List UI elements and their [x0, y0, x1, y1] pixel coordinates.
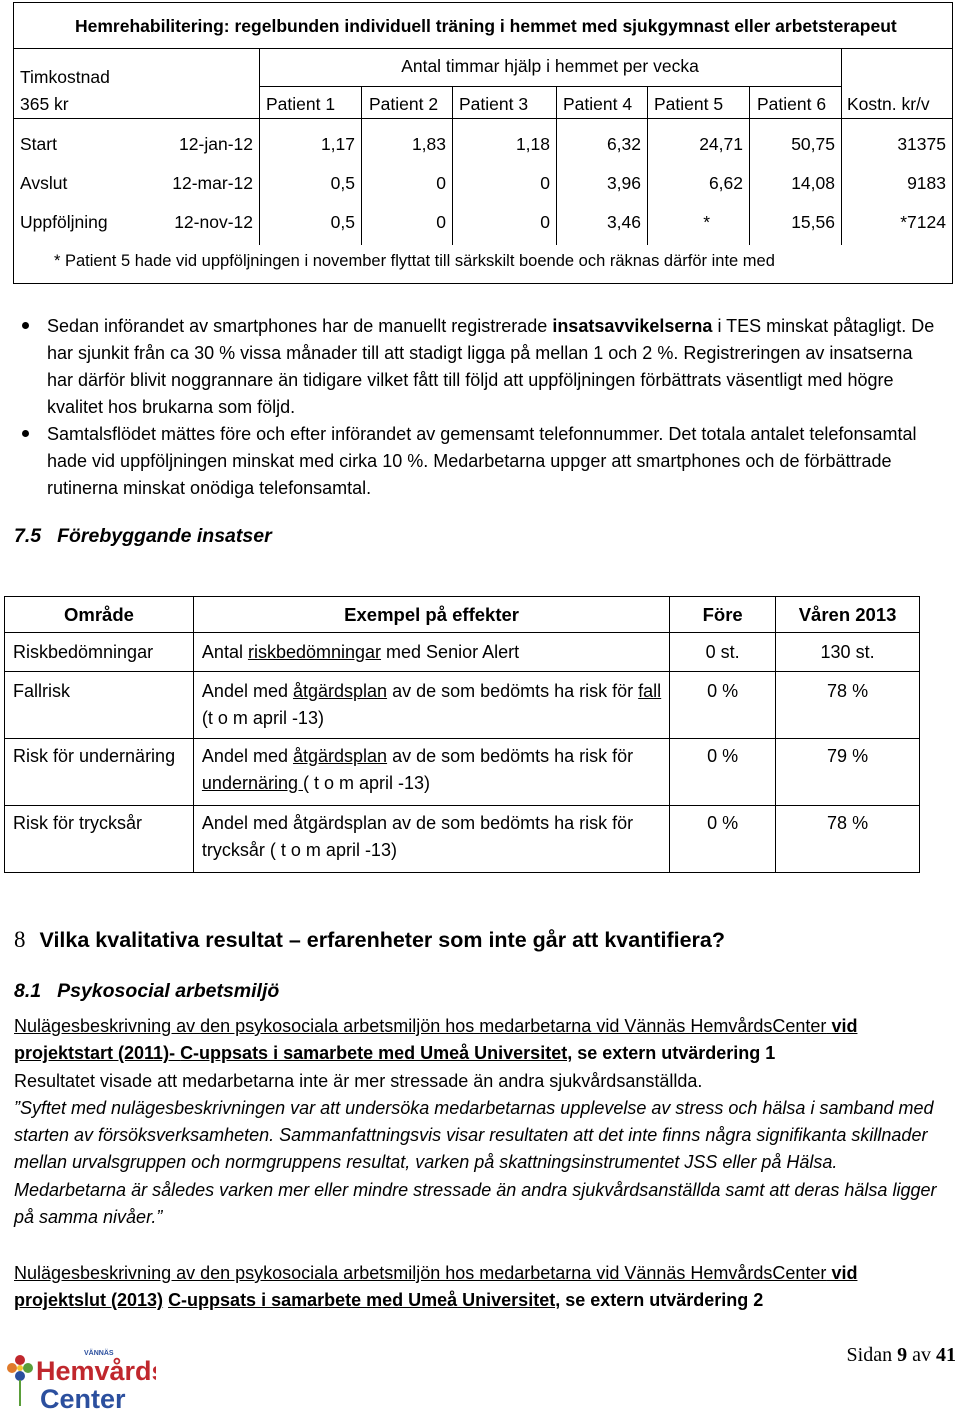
row-date: 12-jan-12: [179, 134, 253, 154]
table-cell: 0: [540, 173, 550, 193]
table-rule: [13, 48, 953, 49]
row-date: 12-nov-12: [174, 212, 253, 232]
row-area: Risk för trycksår: [5, 806, 194, 873]
paragraph-project-end: Nulägesbeskrivning av den psykosociala arbetsmiljön hos medarbetarna vid Vännäs HemvårdsCenter vid projektslut (2013) C-uppsats i samarbete med Umeå Universitet, se extern utvärdering 2: [14, 1263, 858, 1311]
table-cell: *7124: [900, 212, 946, 232]
table-cell: 6,32: [606, 134, 641, 154]
row-before: 0 st.: [670, 633, 776, 672]
table-cell: 1,17: [320, 134, 355, 154]
row-example: Andel med åtgärdsplan av de som bedömts ha risk för trycksår ( t o m april -13): [193, 806, 669, 873]
home-rehab-table-title: Hemrehabilitering: regelbunden individuell träning i hemmet med sjukgymnast eller arbetsterapeut: [75, 16, 897, 36]
table-cell: 1,83: [411, 134, 446, 154]
table-cell: 3,96: [606, 173, 641, 193]
row-before: 0 %: [670, 672, 776, 739]
page-number: Sidan 9 av 41: [846, 1344, 956, 1366]
bullet-icon: [22, 322, 29, 329]
row-label: Start: [20, 134, 57, 154]
table-cell: 0: [436, 212, 446, 232]
col-header: Före: [670, 597, 776, 633]
timkostnad-value: 365 kr: [20, 94, 69, 114]
section-heading-8: 8 Vilka kvalitativa resultat – erfarenheter som inte går att kvantifiera?: [14, 927, 726, 952]
col-header: Exempel på effekter: [193, 597, 669, 633]
table-cell: 1,18: [515, 134, 550, 154]
section-heading-7-5: 7.5 Förebyggande insatser: [14, 525, 272, 547]
col-header: Patient 2: [369, 94, 439, 114]
table-footnote: * Patient 5 hade vid uppföljningen i november flyttat till särkskilt boende och räknas därför inte med: [54, 252, 775, 270]
bullet-paragraph-1: Sedan införandet av smartphones har de manuellt registrerade insatsavvikelserna i TES minskat påtagligt. De har sjunkit från ca 30 % vissa månader till att stadigt ligga på mellan 1 och 2 %. Registreringen av insatserna har därför blivit noggrannare än tidigare vilket fått till följd att uppföljningen förbättrats väsentligt med högre kvalitet hos brukarna som följd.: [47, 316, 935, 417]
table-cell: 0: [540, 212, 550, 232]
row-area: Fallrisk: [5, 672, 194, 739]
table-cell: 0,5: [330, 173, 355, 193]
table-cell: 15,56: [791, 212, 835, 232]
col-header: Patient 6: [757, 94, 827, 114]
table-cell: 31375: [897, 134, 946, 154]
col-header: Patient 5: [654, 94, 724, 114]
table-cell: 0,5: [330, 212, 355, 232]
table-rule: [259, 48, 260, 245]
flower-icon: [7, 1355, 33, 1406]
logo-graphic: [6, 1346, 156, 1412]
bullet-icon: [22, 430, 29, 437]
hemvardscenter-logo: [6, 1346, 156, 1412]
preventive-table: [4, 596, 920, 873]
row-example: Andel med åtgärdsplan av de som bedömts ha risk för undernäring ( t o m april -13): [193, 739, 669, 806]
logo-small-text: VÄNNÄS: [84, 1350, 114, 1357]
timkostnad-label: Timkostnad: [20, 67, 110, 87]
col-header: Kostn. kr/v: [847, 94, 930, 114]
table-rule: [13, 118, 953, 119]
logo-line-1: Hemvårds: [36, 1356, 156, 1386]
col-header: Patient 4: [563, 94, 633, 114]
row-after: 130 st.: [776, 633, 920, 672]
logo-line-2: Center: [40, 1384, 126, 1412]
row-area: Riskbedömningar: [5, 633, 194, 672]
row-after: 78 %: [776, 806, 920, 873]
row-label: Uppföljning: [20, 212, 108, 232]
table-rule: [841, 48, 842, 118]
row-example: Andel med åtgärdsplan av de som bedömts ha risk för fall (t o m april -13): [193, 672, 669, 739]
group-header: Antal timmar hjälp i hemmet per vecka: [401, 56, 699, 76]
table-cell: 9183: [907, 173, 946, 193]
row-after: 79 %: [776, 739, 920, 806]
table-rule: [259, 86, 841, 87]
paragraph-project-start: Nulägesbeskrivning av den psykosociala arbetsmiljön hos medarbetarna vid Vännäs HemvårdsCenter vid projektstart (2011)- C-uppsats i samarbete med Umeå Universitet, se extern utvärdering 1 Resultatet visade att medarbetarna inte är mer stressade än andra sjukvårdsanställda. ”Syftet med nulägesbeskrivningen var att undersöka medarbetarnas upplevelse av stress och hälsa i samband med starten av försöksverksamheten. Sammanfattningsvis visar resultaten att det inte finns några signifikanta skillnader mellan urvalsgruppen och normgruppens resultat, varken på skattningsinstrumentet JSS eller på Hälsa. Medarbetarna är således varken mer eller mindre stressade än andra sjukvårdsanställda samt att deras hälsa ligger på samma nivåer.”: [14, 1016, 937, 1228]
section-heading-8-1: 8.1 Psykosocial arbetsmiljö: [14, 980, 280, 1002]
table-cell: 24,71: [699, 134, 743, 154]
row-date: 12-mar-12: [172, 173, 253, 193]
col-header: Patient 1: [266, 94, 336, 114]
table-cell: *: [703, 212, 710, 232]
table-cell: 6,62: [708, 173, 743, 193]
row-before: 0 %: [670, 806, 776, 873]
row-example: Antal riskbedömningar med Senior Alert: [193, 633, 669, 672]
row-label: Avslut: [20, 173, 68, 193]
row-before: 0 %: [670, 739, 776, 806]
col-header: Våren 2013: [776, 597, 920, 633]
table-cell: 14,08: [791, 173, 835, 193]
table-cell: 0: [436, 173, 446, 193]
row-after: 78 %: [776, 672, 920, 739]
col-header: Patient 3: [459, 94, 529, 114]
col-header: Område: [5, 597, 194, 633]
table-cell: 50,75: [791, 134, 835, 154]
row-area: Risk för undernäring: [5, 739, 194, 806]
table-cell: 3,46: [606, 212, 641, 232]
bullet-paragraph-2: Samtalsflödet mättes före och efter införandet av gemensamt telefonnummer. Det totala antalet telefonsamtal hade vid uppföljningen minskat med cirka 10 %. Medarbetarna uppger att smartphones och de förbättrade rutinerna minskat onödiga telefonsamtal.: [47, 424, 917, 498]
